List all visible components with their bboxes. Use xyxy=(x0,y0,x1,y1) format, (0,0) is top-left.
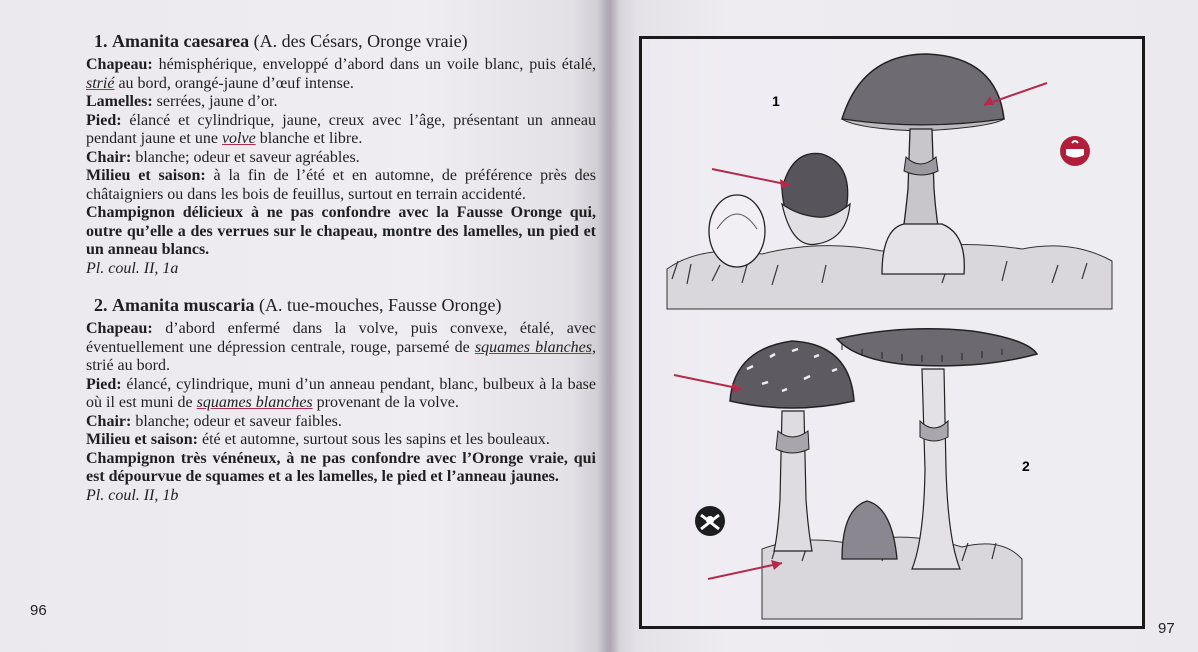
page-number-right: 97 xyxy=(1158,620,1175,637)
poisonous-skull-icon xyxy=(695,506,725,536)
common-name: (A. tue-mouches, Fausse Oronge) xyxy=(259,295,502,315)
milieu-line: Milieu et saison: été et automne, surtout sous les sapins et les bouleaux. xyxy=(86,431,550,448)
description xyxy=(86,320,596,505)
description xyxy=(86,56,596,278)
chair-line: Chair: blanche; odeur et saveur agréables. xyxy=(86,148,360,166)
species-title: 1. Amanita caesarea (A. des Césars, Oronge vraie) xyxy=(94,31,468,51)
illustration-frame xyxy=(639,36,1145,629)
figure-label-1: 1 xyxy=(772,93,780,109)
pied-line: Pied: élancé, cylindrique, muni d’un anneau pendant, blanc, bulbeux à la base où il est muni de squames blanches provenant de la volve. xyxy=(86,375,596,411)
mushroom-caesarea-mature xyxy=(842,54,1004,274)
figure-label-2: 2 xyxy=(1022,458,1030,474)
book-gutter xyxy=(598,0,620,652)
mushroom-illustration xyxy=(642,39,1142,626)
chapeau-line: Chapeau: hémisphérique, enveloppé d’abord dans un voile blanc, puis étalé, strié au bord, orangé-jaune d’œuf intense. xyxy=(86,56,597,92)
species-entry-caesarea xyxy=(86,30,596,278)
species-entry-muscaria xyxy=(86,294,596,505)
page-number-left: 96 xyxy=(30,602,47,619)
mushroom-caesarea-young xyxy=(782,153,850,244)
common-name: (A. des Césars, Oronge vraie) xyxy=(253,31,468,51)
plate-reference: Pl. coul. II, 1a xyxy=(86,259,179,277)
milieu-line: Milieu et saison: à la fin de l’été et en automne, de préférence près des châtaigniers ou dans les bois de feuillus, surtout en terrain accidenté. xyxy=(86,167,597,203)
species-text-column xyxy=(86,30,596,505)
mushroom-muscaria-young xyxy=(730,341,854,551)
edible-cooking-pot-icon xyxy=(1060,136,1090,166)
mushroom-muscaria-button xyxy=(842,501,897,559)
annotation-arrow xyxy=(712,169,790,185)
warning-text: Champignon délicieux à ne pas confondre avec la Fausse Oronge qui, outre qu’elle a des verrues sur le chapeau, montre des lamelles, un pied et un anneau blancs. xyxy=(86,204,596,258)
warning-text: Champignon très vénéneux, à ne pas confondre avec l’Oronge vraie, qui est dépourvue de squames et a les lamelles, le pied et l’anneau jaunes. xyxy=(86,449,596,485)
annotation-arrow xyxy=(674,375,742,389)
species-title: 2. Amanita muscaria (A. tue-mouches, Fausse Oronge) xyxy=(94,295,502,315)
chair-line: Chair: blanche; odeur et saveur faibles. xyxy=(86,412,342,430)
lamelles-line: Lamelles: serrées, jaune d’or. xyxy=(86,93,278,110)
latin-name: Amanita caesarea xyxy=(112,31,250,51)
mushroom-egg-white xyxy=(709,195,765,267)
pied-line: Pied: élancé et cylindrique, jaune, creux avec l’âge, présentant un anneau pendant jaune et une volve blanche et libre. xyxy=(86,111,597,147)
latin-name: Amanita muscaria xyxy=(112,295,255,315)
chapeau-line: Chapeau: d’abord enfermé dans la volve, puis convexe, étalé, avec éventuellement une dépression centrale, rouge, parsemé de squames blanches, strié au bord. xyxy=(86,320,597,374)
plate-reference: Pl. coul. II, 1b xyxy=(86,486,179,504)
